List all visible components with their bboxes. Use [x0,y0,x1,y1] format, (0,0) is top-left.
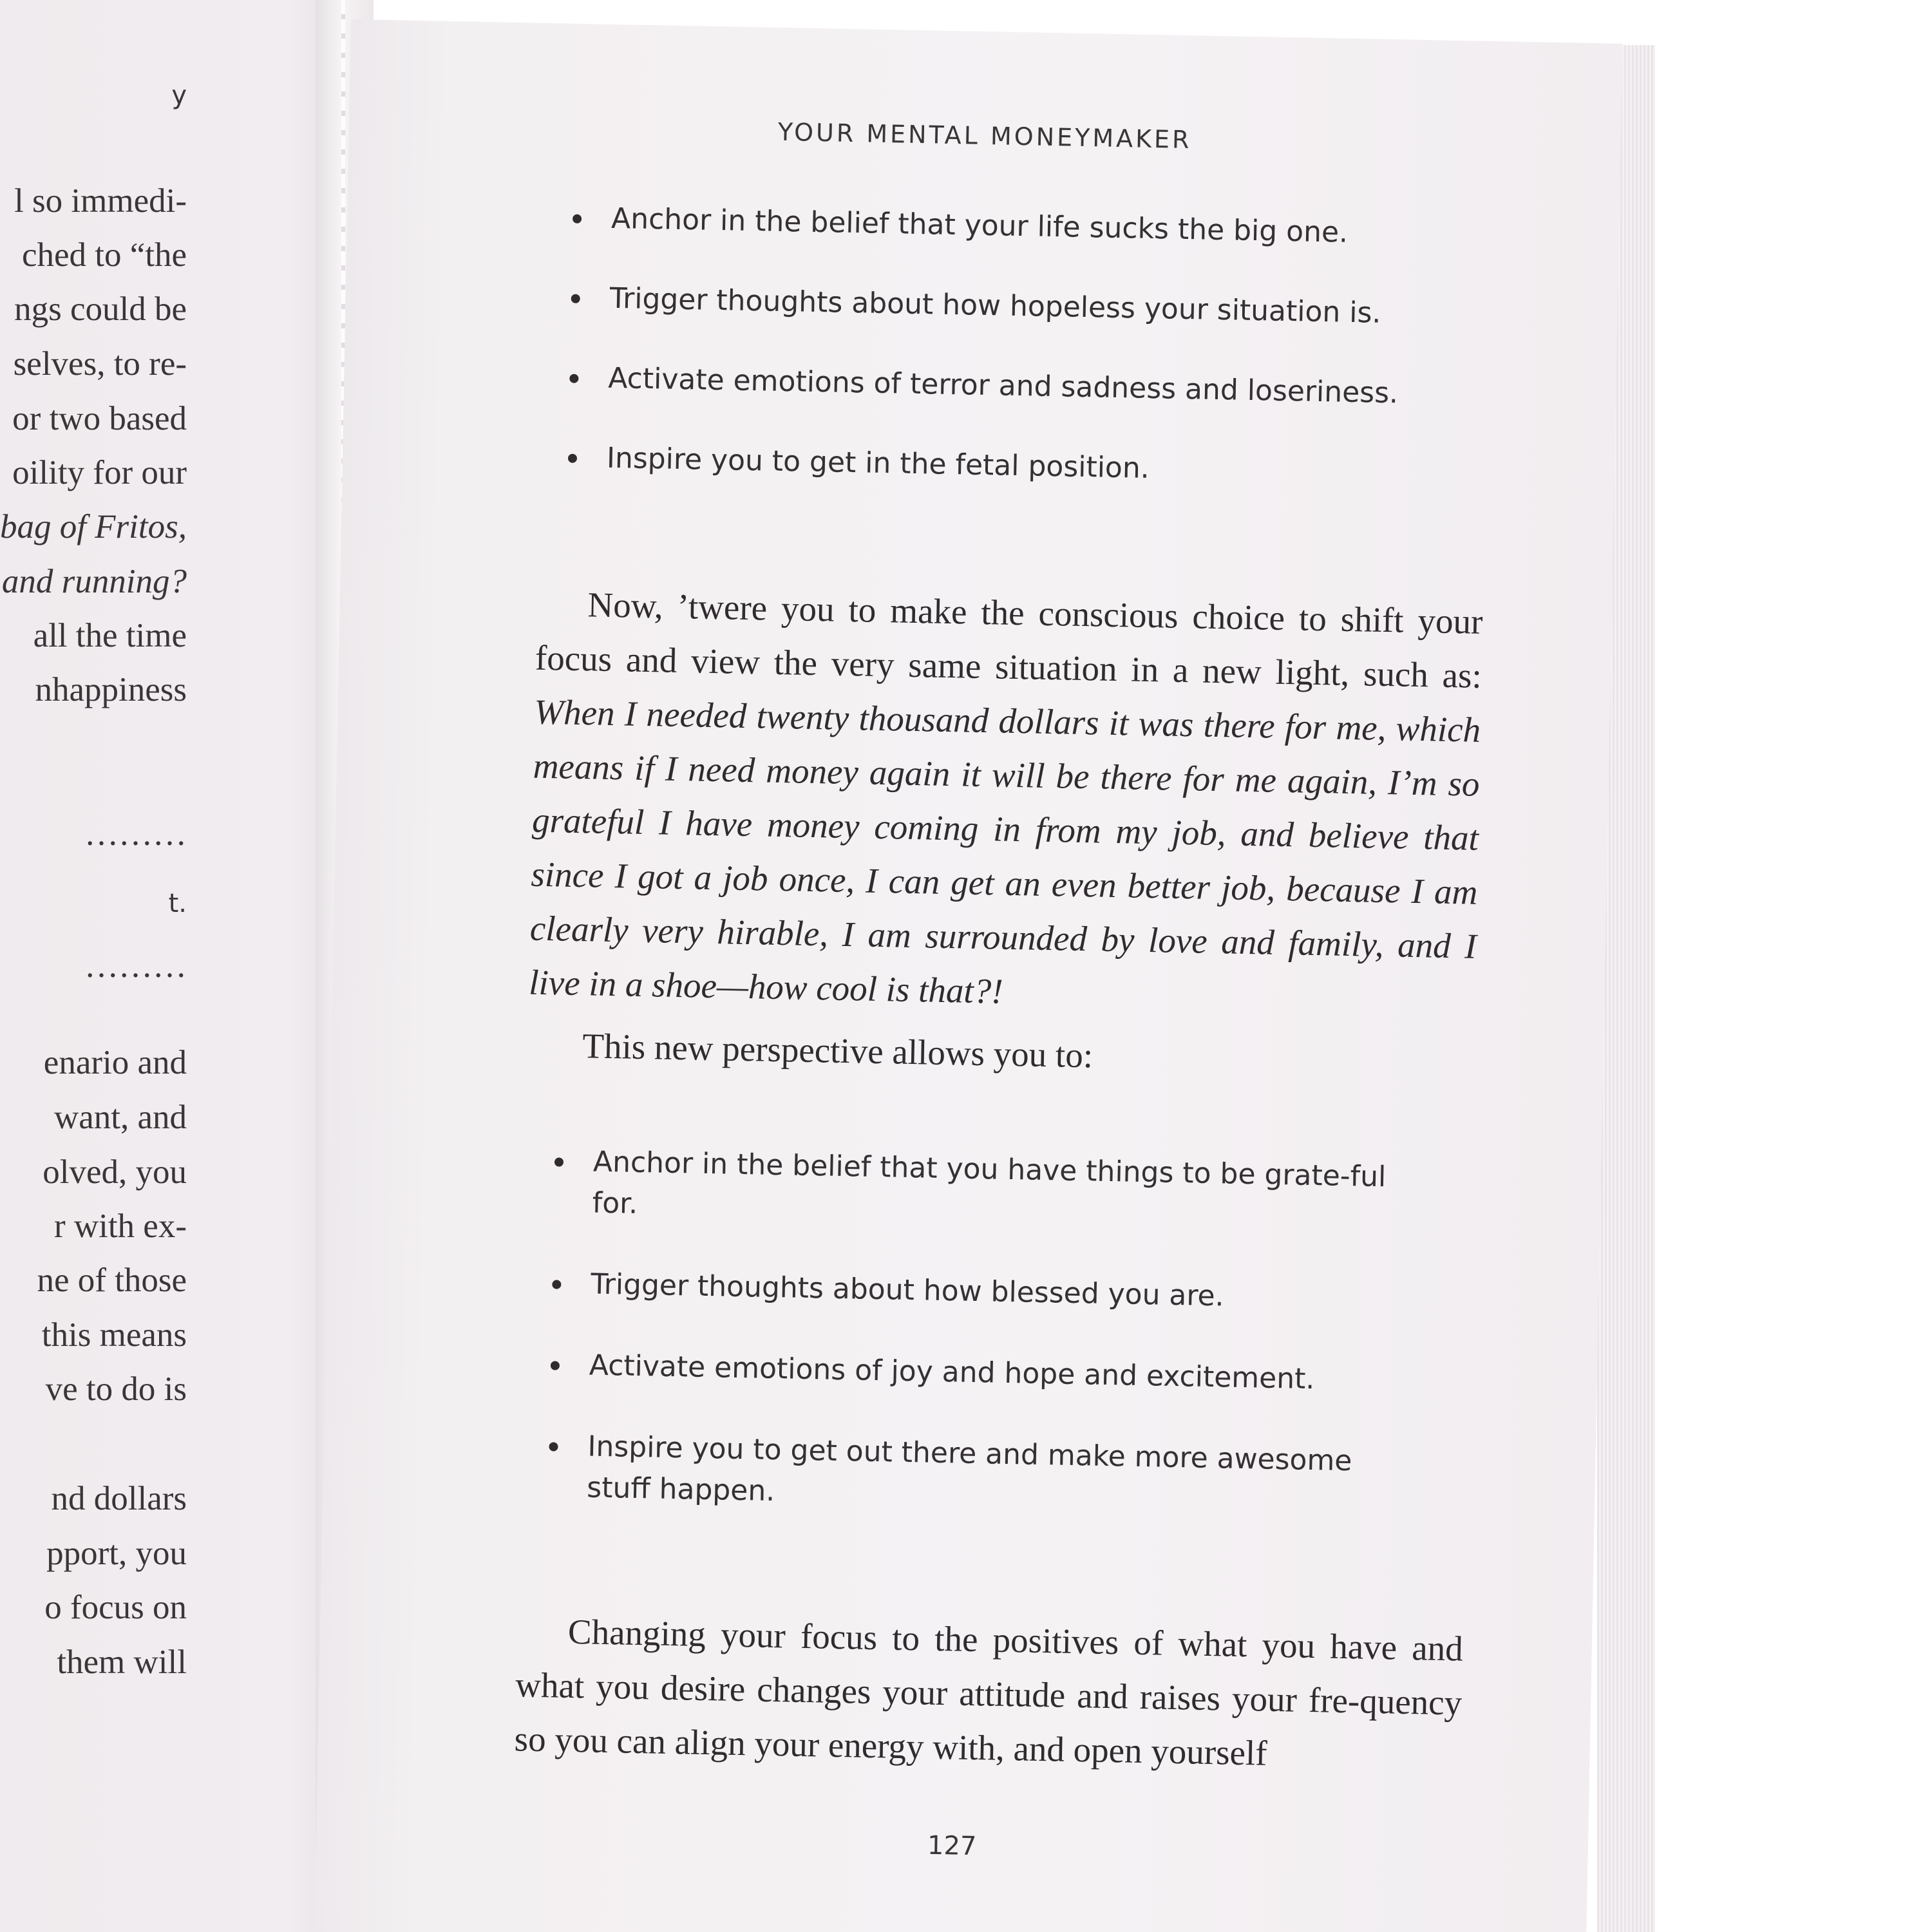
left-page-line: oility for our [12,454,187,491]
left-page-line: l so immedi- [14,182,187,220]
left-page-line: ched to “the [21,236,187,274]
left-page-line: ne of those [37,1262,187,1299]
list-item [550,1344,1420,1402]
left-page-line: pport, you [46,1535,187,1572]
bullet-text: Inspire you to get in the fetal position. [606,441,1150,485]
list-item [569,357,1439,415]
body-paragraph-conclusion [514,1604,1464,1784]
left-page-line: them will [57,1643,187,1681]
bullet-text: Inspire you to get out there and make more awesome stuff happen. [586,1430,1352,1508]
page-number: 127 [927,1830,977,1862]
positive-bullet-list [547,1141,1424,1564]
left-page-line: bag of Fritos, [0,508,187,545]
bullet-text: Activate emotions of joy and hope and excitement. [589,1349,1315,1396]
right-page [314,19,1623,1932]
bullet-text: Trigger thoughts about how blessed you are. [590,1267,1225,1313]
left-page-line: ngs could be [14,290,187,328]
bullet-icon [571,294,580,303]
left-page-line: enario and [43,1044,187,1081]
bullet-icon [552,1280,561,1289]
bullet-text: Anchor in the belief that you have things to be grate-ful for. [592,1145,1387,1220]
list-item [573,198,1443,256]
bullet-icon [549,1442,558,1451]
bullet-text: Trigger thoughts about how hopeless your situation is. [609,281,1381,330]
left-page-line: selves, to re- [13,345,187,383]
left-page-line: all the time [33,617,187,654]
bullet-icon [551,1361,560,1370]
left-page-line: o focus on [44,1589,187,1626]
running-head: YOUR MENTAL MONEYMAKER [777,117,1192,155]
list-item [552,1263,1422,1321]
bullet-icon [554,1157,564,1166]
left-page-line: t. [168,889,187,918]
left-page-line: want, and [53,1099,187,1136]
left-page-text [0,0,187,1932]
left-page-line: nhappiness [35,671,187,708]
left-page-line: ve to do is [45,1370,187,1408]
list-item [553,1141,1424,1240]
paragraph-roman-text: Now, ’twere you to make the conscious choice to shift your focus and view the very same situation in a new light, such as: [535,585,1483,696]
paragraph-italic-text: When I needed twenty thousand dollars it was there for me, which means if I need money again it will be there for me again, I’m so grateful I have money coming in from my job, and believe that since I got a job once, I can get an even better job, because I am clearly very hirable, I am surrounded by love and family, and I live in a shoe—how cool is that?! [528,692,1481,1011]
left-page-line: y [171,80,187,110]
left-page-line: olved, you [43,1153,187,1191]
list-item [567,437,1437,495]
left-page-line: this means [41,1316,187,1354]
list-item [548,1425,1419,1524]
left-page-line: ……… [84,947,187,985]
bullet-icon [568,454,577,463]
left-page-line: r with ex- [53,1208,187,1245]
left-page-line: nd dollars [51,1480,187,1517]
bullet-text: Activate emotions of terror and sadness and loseriness. [607,361,1399,410]
bullet-icon [569,374,578,383]
left-page-line: and running? [1,563,187,600]
body-paragraph-reframe [529,577,1484,1028]
bullet-icon [573,214,582,223]
list-item [571,278,1441,336]
negative-bullet-list [567,198,1442,534]
left-page-line: or two based [12,400,187,437]
left-page-line: ……… [84,815,187,853]
body-paragraph-lead-in: This new perspective allows you to: [582,1026,1094,1075]
paragraph-text: Changing your focus to the positives of what you have and what you desire changes your attitude and raises your fre-quency so you can align your energy with, and open yourself [514,1611,1464,1773]
bullet-text: Anchor in the belief that your life sucks the big one. [611,202,1349,249]
left-page [0,0,361,1932]
